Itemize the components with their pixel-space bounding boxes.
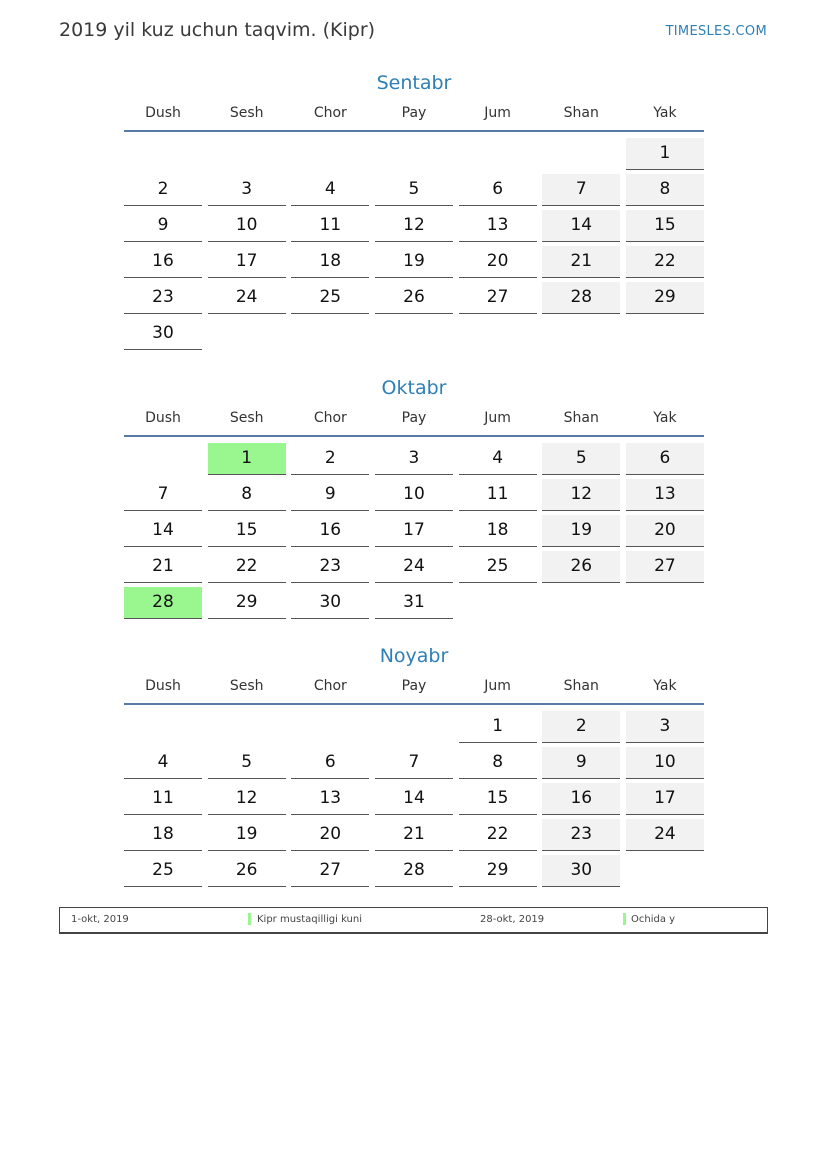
weekday-label: Pay bbox=[401, 105, 427, 121]
day-cell: 5 bbox=[375, 174, 453, 206]
brand-link[interactable]: TIMESLES.COM bbox=[665, 24, 767, 39]
days-grid bbox=[124, 707, 704, 887]
empty-cell bbox=[375, 134, 453, 170]
month-november bbox=[124, 641, 704, 887]
day-cell: 25 bbox=[124, 855, 202, 887]
day-cell: 8 bbox=[459, 747, 537, 779]
empty-cell bbox=[459, 134, 537, 170]
day-cell: 6 bbox=[459, 174, 537, 206]
weekday-label: Sesh bbox=[229, 105, 264, 121]
weekday-label: Chor bbox=[313, 105, 347, 121]
day-cell: 2 bbox=[291, 443, 369, 475]
day-cell: 1 bbox=[459, 711, 537, 743]
day-cell: 12 bbox=[542, 479, 620, 511]
weekday-label: Dush bbox=[145, 105, 181, 121]
holiday-day-cell: 1 bbox=[208, 443, 286, 475]
day-cell: 8 bbox=[208, 479, 286, 511]
weekday-label: Jum bbox=[484, 105, 511, 121]
day-cell: 16 bbox=[124, 246, 202, 278]
day-cell: 21 bbox=[542, 246, 620, 278]
day-cell: 18 bbox=[291, 246, 369, 278]
day-cell: 26 bbox=[542, 551, 620, 583]
legend-date: 28-okt, 2019 bbox=[480, 914, 545, 925]
day-cell: 6 bbox=[626, 443, 704, 475]
day-cell: 22 bbox=[459, 819, 537, 851]
day-cell: 22 bbox=[208, 551, 286, 583]
day-cell: 21 bbox=[124, 551, 202, 583]
month-october bbox=[124, 373, 704, 619]
day-cell: 13 bbox=[626, 479, 704, 511]
day-cell: 14 bbox=[542, 210, 620, 242]
weekday-header bbox=[124, 407, 704, 437]
day-cell: 30 bbox=[542, 855, 620, 887]
day-cell: 20 bbox=[291, 819, 369, 851]
day-cell: 27 bbox=[626, 551, 704, 583]
weekday-label: Jum bbox=[484, 410, 511, 426]
day-cell: 21 bbox=[375, 819, 453, 851]
empty-cell bbox=[124, 439, 202, 475]
day-cell: 10 bbox=[208, 210, 286, 242]
empty-cell bbox=[542, 134, 620, 170]
day-cell: 9 bbox=[542, 747, 620, 779]
day-cell: 11 bbox=[291, 210, 369, 242]
weekday-label: Shan bbox=[563, 410, 599, 426]
day-cell: 31 bbox=[375, 587, 453, 619]
month-title: Noyabr bbox=[379, 645, 449, 667]
day-cell: 26 bbox=[375, 282, 453, 314]
holiday-color-swatch bbox=[623, 913, 626, 925]
day-cell: 30 bbox=[291, 587, 369, 619]
weekday-label: Jum bbox=[484, 678, 511, 694]
holiday-day-cell: 28 bbox=[124, 587, 202, 619]
day-cell: 19 bbox=[208, 819, 286, 851]
day-cell: 29 bbox=[208, 587, 286, 619]
weekday-label: Yak bbox=[653, 678, 677, 694]
day-cell: 3 bbox=[208, 174, 286, 206]
empty-cell bbox=[291, 707, 369, 743]
day-cell: 9 bbox=[291, 479, 369, 511]
day-cell: 3 bbox=[375, 443, 453, 475]
day-cell: 19 bbox=[542, 515, 620, 547]
legend-date: 1-okt, 2019 bbox=[71, 914, 129, 925]
empty-cell bbox=[208, 707, 286, 743]
day-cell: 28 bbox=[542, 282, 620, 314]
day-cell: 8 bbox=[626, 174, 704, 206]
empty-cell bbox=[291, 134, 369, 170]
day-cell: 25 bbox=[459, 551, 537, 583]
day-cell: 7 bbox=[375, 747, 453, 779]
day-cell: 14 bbox=[124, 515, 202, 547]
day-cell: 12 bbox=[208, 783, 286, 815]
weekday-label: Yak bbox=[653, 105, 677, 121]
page-title: 2019 yil kuz uchun taqvim. (Kipr) bbox=[59, 19, 376, 41]
day-cell: 4 bbox=[124, 747, 202, 779]
empty-cell bbox=[124, 707, 202, 743]
day-cell: 14 bbox=[375, 783, 453, 815]
day-cell: 26 bbox=[208, 855, 286, 887]
day-cell: 24 bbox=[375, 551, 453, 583]
weekday-label: Shan bbox=[563, 678, 599, 694]
weekday-label: Pay bbox=[401, 410, 427, 426]
day-cell: 10 bbox=[375, 479, 453, 511]
day-cell: 20 bbox=[626, 515, 704, 547]
month-september bbox=[124, 68, 704, 350]
day-cell: 23 bbox=[124, 282, 202, 314]
empty-cell bbox=[208, 134, 286, 170]
day-cell: 18 bbox=[124, 819, 202, 851]
day-cell: 27 bbox=[291, 855, 369, 887]
day-cell: 24 bbox=[208, 282, 286, 314]
weekday-label: Sesh bbox=[229, 678, 264, 694]
days-grid bbox=[124, 439, 704, 619]
day-cell: 20 bbox=[459, 246, 537, 278]
day-cell: 11 bbox=[124, 783, 202, 815]
weekday-label: Dush bbox=[145, 678, 181, 694]
day-cell: 24 bbox=[626, 819, 704, 851]
day-cell: 16 bbox=[291, 515, 369, 547]
day-cell: 17 bbox=[208, 246, 286, 278]
day-cell: 19 bbox=[375, 246, 453, 278]
day-cell: 7 bbox=[124, 479, 202, 511]
weekday-label: Sesh bbox=[229, 410, 264, 426]
day-cell: 4 bbox=[459, 443, 537, 475]
day-cell: 4 bbox=[291, 174, 369, 206]
day-cell: 29 bbox=[626, 282, 704, 314]
day-cell: 15 bbox=[208, 515, 286, 547]
day-cell: 25 bbox=[291, 282, 369, 314]
legend-holiday-name: Ochida y bbox=[631, 914, 676, 925]
day-cell: 17 bbox=[375, 515, 453, 547]
day-cell: 17 bbox=[626, 783, 704, 815]
empty-cell bbox=[124, 134, 202, 170]
day-cell: 23 bbox=[291, 551, 369, 583]
holiday-color-swatch bbox=[248, 913, 251, 925]
day-cell: 6 bbox=[291, 747, 369, 779]
weekday-label: Yak bbox=[653, 410, 677, 426]
weekday-label: Chor bbox=[313, 410, 347, 426]
day-cell: 3 bbox=[626, 711, 704, 743]
day-cell: 28 bbox=[375, 855, 453, 887]
weekday-label: Shan bbox=[563, 105, 599, 121]
day-cell: 16 bbox=[542, 783, 620, 815]
day-cell: 9 bbox=[124, 210, 202, 242]
day-cell: 7 bbox=[542, 174, 620, 206]
day-cell: 30 bbox=[124, 318, 202, 350]
day-cell: 11 bbox=[459, 479, 537, 511]
days-grid bbox=[124, 134, 704, 350]
day-cell: 15 bbox=[459, 783, 537, 815]
day-cell: 22 bbox=[626, 246, 704, 278]
weekday-header bbox=[124, 102, 704, 132]
day-cell: 13 bbox=[459, 210, 537, 242]
weekday-label: Pay bbox=[401, 678, 427, 694]
day-cell: 27 bbox=[459, 282, 537, 314]
weekday-label: Chor bbox=[313, 678, 347, 694]
holiday-legend bbox=[59, 907, 768, 934]
month-title: Sentabr bbox=[376, 72, 452, 94]
day-cell: 23 bbox=[542, 819, 620, 851]
empty-cell bbox=[375, 707, 453, 743]
day-cell: 18 bbox=[459, 515, 537, 547]
weekday-header bbox=[124, 675, 704, 705]
day-cell: 1 bbox=[626, 138, 704, 170]
day-cell: 29 bbox=[459, 855, 537, 887]
day-cell: 12 bbox=[375, 210, 453, 242]
day-cell: 2 bbox=[124, 174, 202, 206]
month-title: Oktabr bbox=[381, 377, 447, 399]
day-cell: 15 bbox=[626, 210, 704, 242]
day-cell: 5 bbox=[208, 747, 286, 779]
day-cell: 13 bbox=[291, 783, 369, 815]
day-cell: 2 bbox=[542, 711, 620, 743]
day-cell: 10 bbox=[626, 747, 704, 779]
day-cell: 5 bbox=[542, 443, 620, 475]
weekday-label: Dush bbox=[145, 410, 181, 426]
legend-holiday-name: Kipr mustaqilligi kuni bbox=[257, 914, 363, 925]
